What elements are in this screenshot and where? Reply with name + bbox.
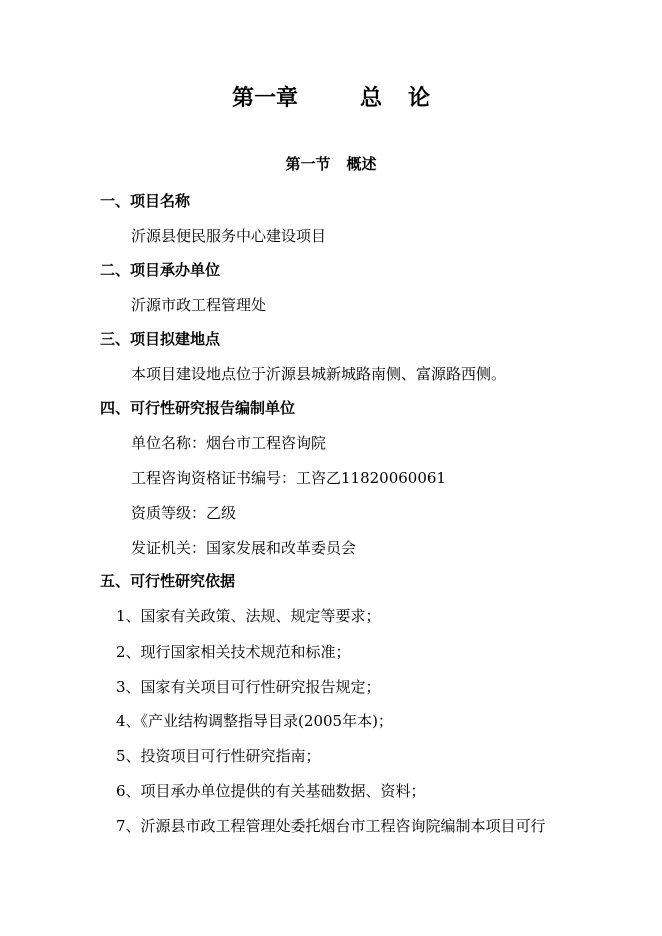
author-certificate-number: 工程咨询资格证书编号：工咨乙11820060061	[131, 469, 446, 487]
author-issuing-authority: 发证机关：国家发展和改革委员会	[131, 539, 357, 557]
author-unit-name: 单位名称：烟台市工程咨询院	[131, 434, 327, 452]
basis-list-item: 5、投资项目可行性研究指南；	[116, 747, 321, 765]
basis-list-item: 2、现行国家相关技术规范和标准；	[116, 643, 351, 661]
chapter-title	[0, 87, 662, 109]
basis-list-item: 6、项目承办单位提供的有关基础数据、资料；	[116, 782, 426, 800]
basis-list-item: 7、沂源县市政工程管理处委托烟台市工程咨询院编制本项目可行	[116, 817, 546, 835]
heading-report-author: 四、可行性研究报告编制单位	[100, 399, 296, 417]
heading-sponsor-unit: 二、项目承办单位	[100, 261, 221, 279]
heading-research-basis: 五、可行性研究依据	[100, 572, 236, 590]
heading-project-name: 一、项目名称	[100, 192, 191, 210]
basis-list-item: 3、国家有关项目可行性研究报告规定；	[116, 678, 381, 696]
section-title	[0, 157, 662, 172]
basis-list-item: 1、国家有关政策、法规、规定等要求；	[116, 607, 381, 625]
chapter-title-char-1: 总	[359, 85, 382, 111]
project-site-value: 本项目建设地点位于沂源县城新城路南侧、富源路西侧。	[131, 365, 507, 383]
sponsor-unit-value: 沂源市政工程管理处	[131, 296, 267, 314]
basis-list-item: 4、《产业结构调整指导目录(2005年本)；	[116, 712, 393, 730]
chapter-number: 第一章	[231, 85, 298, 111]
section-name: 概述	[346, 155, 377, 173]
heading-project-site: 三、项目拟建地点	[100, 330, 221, 348]
author-qualification-grade: 资质等级：乙级	[131, 504, 237, 522]
section-number: 第一节	[285, 155, 331, 173]
chapter-title-char-2: 论	[408, 85, 431, 111]
project-name-value: 沂源县便民服务中心建设项目	[131, 227, 327, 245]
